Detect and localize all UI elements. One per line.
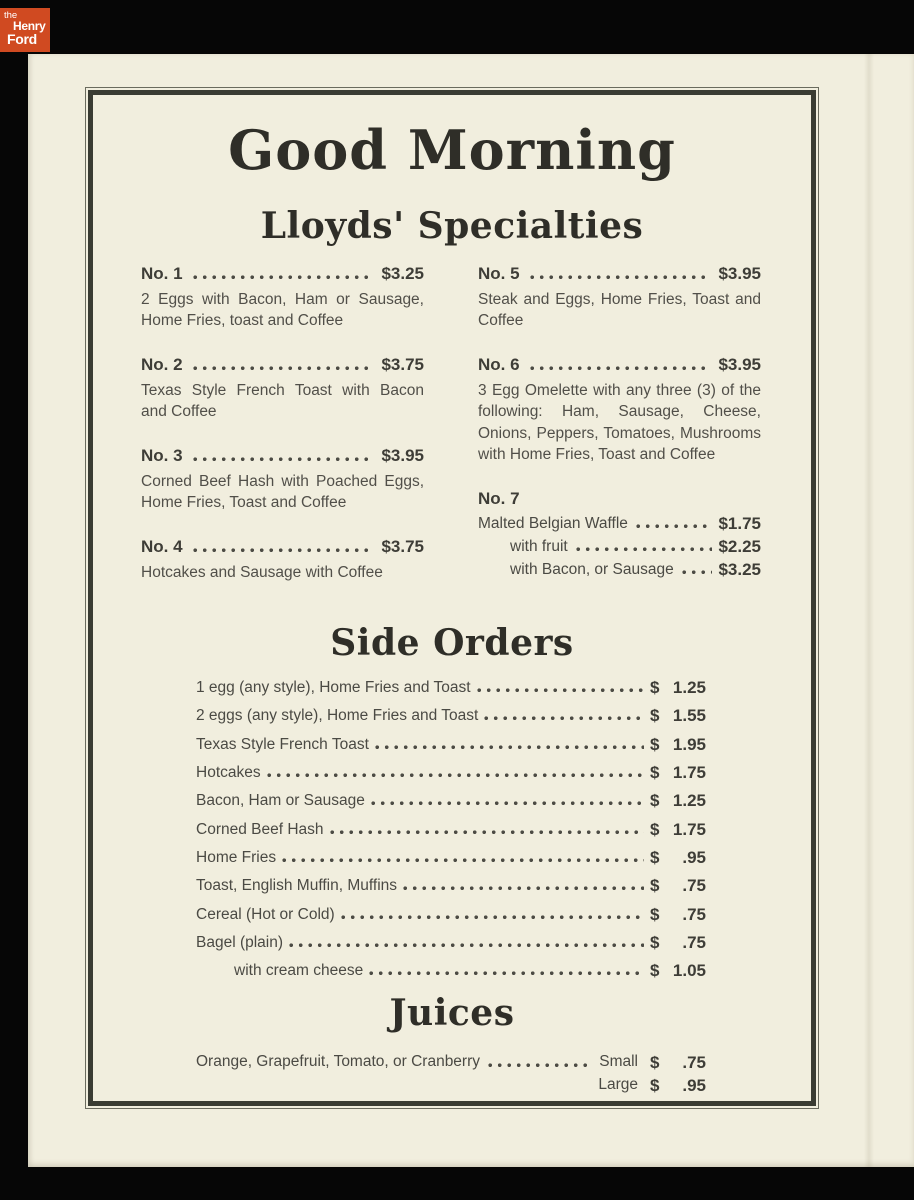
specialty-item	[141, 355, 424, 423]
specialty-item-description: 2 Eggs with Bacon, Ham or Sausage, Home Fries, toast and Coffee	[141, 290, 424, 330]
specialty-sub-item-name: Malted Belgian Waffle	[478, 514, 628, 532]
currency-symbol: $	[650, 1053, 660, 1073]
side-order-name: Corned Beef Hash	[196, 820, 324, 838]
side-order-row	[196, 962, 706, 979]
menu-border-frame	[85, 87, 819, 1109]
dot-leader	[193, 366, 374, 371]
price-amount: .75	[682, 876, 706, 896]
juice-name: Orange, Grapefruit, Tomato, or Cranberry	[196, 1053, 481, 1071]
specialty-sub-item	[478, 538, 761, 555]
price-amount: .75	[682, 1053, 706, 1073]
currency-symbol: $	[650, 678, 660, 698]
specialty-item-label: No. 5	[478, 263, 520, 283]
price: $3.25	[381, 263, 424, 283]
menu-border-frame-inner	[88, 90, 816, 1106]
juice-row	[196, 1076, 706, 1094]
side-order-name: Bacon, Ham or Sausage	[196, 792, 365, 810]
currency-symbol: $	[650, 961, 660, 981]
specialty-item-description: Texas Style French Toast with Bacon and Coffee	[141, 381, 424, 421]
specialty-item-header	[141, 355, 424, 375]
side-order-row	[196, 707, 706, 724]
price	[650, 877, 706, 894]
specialty-item-label: No. 6	[478, 354, 520, 374]
dot-leader	[636, 524, 713, 529]
dot-leader	[371, 801, 644, 806]
specialty-item	[141, 264, 424, 332]
currency-symbol: $	[650, 819, 660, 839]
henry-ford-logo	[0, 8, 50, 52]
side-orders-heading: Side Orders	[330, 622, 574, 665]
dot-leader	[193, 548, 374, 553]
price-amount: .95	[682, 847, 706, 867]
side-order-row	[196, 934, 706, 951]
specialty-item-header	[478, 264, 761, 284]
dot-leader	[289, 943, 644, 948]
dot-leader	[484, 716, 644, 721]
price-amount: .75	[682, 932, 706, 952]
price-amount: .75	[682, 904, 706, 924]
price	[650, 736, 706, 753]
specialties-grid	[141, 264, 761, 607]
specialties-right-column	[478, 264, 761, 607]
price-amount: 1.75	[672, 819, 706, 839]
side-order-row	[196, 877, 706, 894]
currency-symbol: $	[650, 932, 660, 952]
juices-list	[196, 1053, 706, 1094]
price: $3.95	[718, 354, 761, 374]
currency-symbol: $	[650, 876, 660, 896]
price-amount: 1.95	[672, 734, 706, 754]
price	[650, 707, 706, 724]
side-order-name: Hotcakes	[196, 764, 261, 782]
specialties-left-column	[141, 264, 424, 607]
specialty-item-header	[478, 355, 761, 375]
price: $3.95	[718, 263, 761, 283]
juices-heading: Juices	[389, 992, 515, 1035]
side-order-row	[196, 764, 706, 781]
price	[650, 764, 706, 781]
side-order-name: Cereal (Hot or Cold)	[196, 905, 335, 923]
price: $3.75	[381, 354, 424, 374]
currency-symbol: $	[650, 791, 660, 811]
menu-page	[28, 54, 914, 1167]
specialty-item	[478, 355, 761, 466]
specialty-item-header	[141, 537, 424, 557]
side-order-row	[196, 679, 706, 696]
juice-size-label: Large	[598, 1076, 638, 1094]
side-order-name: Bagel (plain)	[196, 933, 284, 951]
specialty-item-header	[478, 489, 761, 509]
price: $3.25	[718, 559, 761, 579]
price	[650, 906, 706, 923]
dot-leader	[341, 915, 644, 920]
juice-row	[196, 1053, 706, 1071]
currency-symbol: $	[650, 763, 660, 783]
dot-leader	[682, 570, 713, 575]
price	[650, 934, 706, 951]
dot-leader	[267, 773, 644, 778]
dot-leader	[403, 886, 644, 891]
price	[650, 821, 706, 838]
price: $2.25	[718, 536, 761, 556]
side-order-name: Home Fries	[196, 848, 277, 866]
currency-symbol: $	[650, 847, 660, 867]
dot-leader	[330, 830, 644, 835]
price-amount: 1.05	[672, 961, 706, 981]
specialty-sub-item	[478, 561, 761, 578]
specialty-sub-item	[478, 515, 761, 532]
dot-leader	[477, 688, 644, 693]
price: $3.95	[381, 445, 424, 465]
dot-leader	[369, 971, 644, 976]
price-amount: 1.75	[672, 763, 706, 783]
specialty-item-description: Corned Beef Hash with Poached Eggs, Home Fries, Toast and Coffee	[141, 472, 424, 512]
side-order-name: Texas Style French Toast	[196, 735, 369, 753]
price	[650, 1054, 706, 1071]
specialty-item-header	[141, 446, 424, 466]
dot-leader	[576, 547, 713, 552]
specialties-heading: Lloyds' Specialties	[260, 205, 644, 248]
specialty-item	[141, 537, 424, 584]
dot-leader	[530, 366, 711, 371]
side-order-name: 1 egg (any style), Home Fries and Toast	[196, 679, 471, 697]
currency-symbol: $	[650, 734, 660, 754]
side-order-name: with cream cheese	[234, 962, 364, 980]
price	[650, 792, 706, 809]
side-order-row	[196, 849, 706, 866]
side-order-row	[196, 821, 706, 838]
specialty-item-description: 3 Egg Omelette with any three (3) of the following: Ham, Sausage, Cheese, Onions, Peppers, Tomatoes, Mushrooms with Home Fries, Toast and Coffee	[478, 381, 761, 464]
dot-leader	[282, 858, 644, 863]
specialty-item-description: Steak and Eggs, Home Fries, Toast and Coffee	[478, 290, 761, 330]
side-order-name: 2 eggs (any style), Home Fries and Toast	[196, 707, 479, 725]
side-order-row	[196, 906, 706, 923]
price	[650, 1077, 706, 1094]
specialty-item	[478, 489, 761, 578]
logo-word-ford: Ford	[7, 31, 37, 47]
currency-symbol: $	[650, 904, 660, 924]
price: $3.75	[381, 536, 424, 556]
dot-leader	[193, 457, 374, 462]
currency-symbol: $	[650, 1076, 660, 1096]
price-amount: 1.55	[672, 706, 706, 726]
dot-leader	[530, 275, 711, 280]
price	[650, 849, 706, 866]
currency-symbol: $	[650, 706, 660, 726]
dot-leader	[375, 745, 644, 750]
price	[650, 679, 706, 696]
side-orders-list	[196, 679, 706, 979]
price	[650, 962, 706, 979]
price-amount: 1.25	[672, 791, 706, 811]
menu-title: Good Morning	[228, 118, 676, 182]
price: $1.75	[718, 513, 761, 533]
specialty-item-label: No. 4	[141, 536, 183, 556]
juice-size-label: Small	[599, 1053, 638, 1071]
specialty-item	[141, 446, 424, 514]
dot-leader	[488, 1063, 589, 1068]
specialty-item-description: Hotcakes and Sausage with Coffee	[141, 563, 383, 581]
specialty-item-label: No. 3	[141, 445, 183, 465]
side-order-name: Toast, English Muffin, Muffins	[196, 877, 398, 895]
side-order-row	[196, 792, 706, 809]
dot-leader	[193, 275, 374, 280]
specialty-item	[478, 264, 761, 332]
paper-fold-line	[864, 54, 874, 1167]
specialty-item-label: No. 2	[141, 354, 183, 374]
specialty-sub-item-name: with Bacon, or Sausage	[510, 560, 674, 578]
logo-word-the: the	[4, 10, 18, 21]
specialty-sub-item-name: with fruit	[510, 537, 568, 555]
specialty-item-label: No. 1	[141, 263, 183, 283]
specialty-item-header	[141, 264, 424, 284]
price-amount: .95	[682, 1076, 706, 1096]
specialty-item-label: No. 7	[478, 488, 520, 508]
price-amount: 1.25	[672, 678, 706, 698]
side-order-row	[196, 736, 706, 753]
logo-word-henry: Henry	[13, 19, 46, 33]
